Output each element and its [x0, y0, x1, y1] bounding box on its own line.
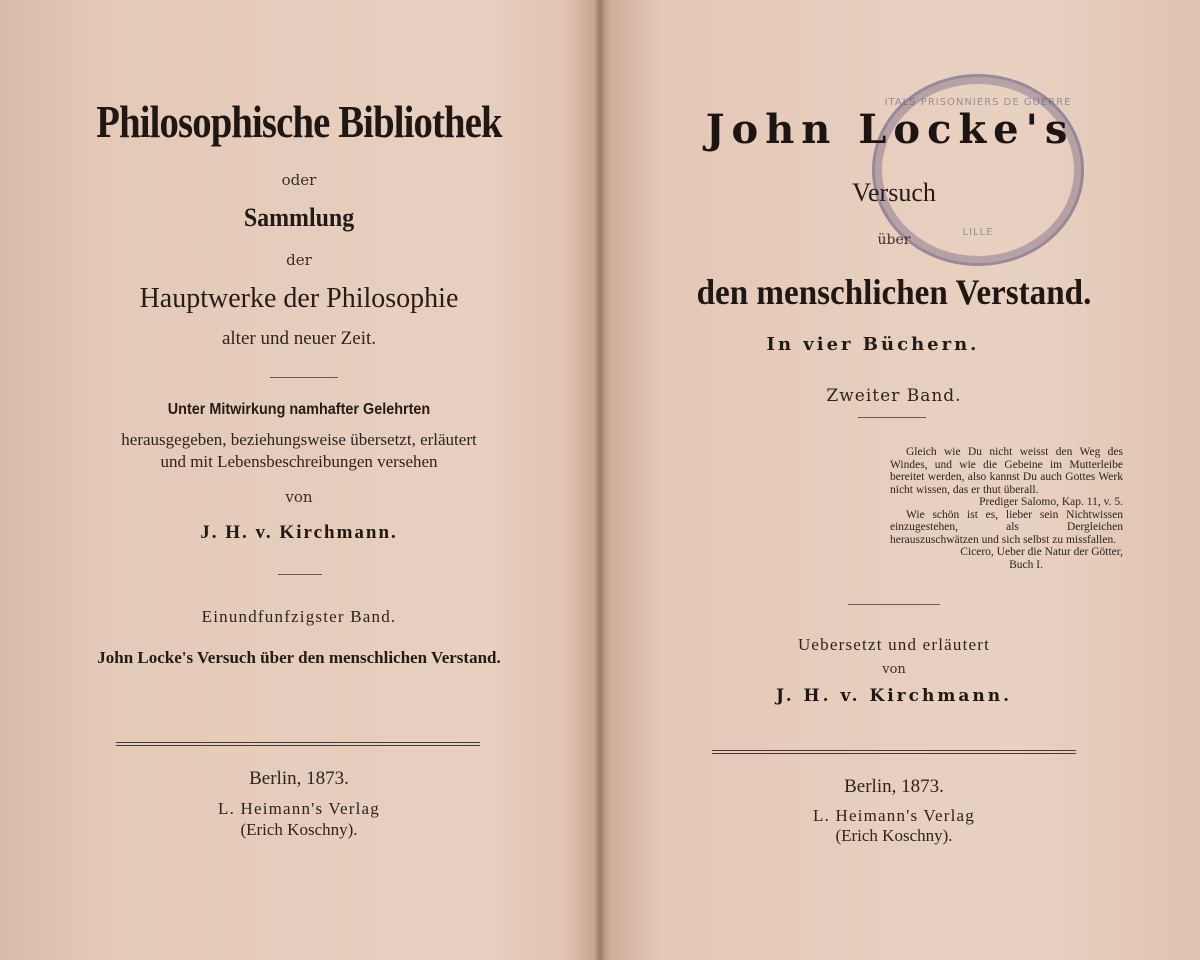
- herausgegeben-line-1: herausgegeben, beziehungsweise übersetzt, erläutert: [121, 430, 477, 449]
- right-page: [600, 0, 1200, 960]
- left-page: [0, 0, 598, 960]
- city-year: Berlin, 1873.: [249, 768, 349, 789]
- zeit-text: alter und neuer Zeit.: [221, 328, 377, 349]
- epigraph-source-2b: Buch I.: [1009, 558, 1043, 571]
- von-text: von: [285, 488, 313, 506]
- der-text: der: [286, 251, 312, 269]
- series-title: Philosophische Bibliothek: [96, 97, 502, 147]
- author-name: J. H. v. Kirchmann.: [775, 686, 1012, 706]
- subtitle-verstand: den menschlichen Verstand.: [696, 272, 1092, 312]
- hauptwerke-text: Hauptwerke der Philosophie: [139, 283, 459, 314]
- von-text: von: [882, 662, 906, 677]
- band-rule: [858, 417, 926, 418]
- epigraph-source-1: Prediger Salomo, Kap. 11, v. 5.: [979, 496, 1123, 508]
- versuch-text: Versuch: [852, 178, 936, 207]
- translated-text: Uebersetzt und erläutert: [797, 635, 991, 654]
- stamp-text-bottom: LILLE: [962, 227, 994, 238]
- author-name: J. H. v. Kirchmann.: [200, 522, 398, 543]
- herausgegeben-line-2: und mit Lebensbeschreibungen versehen: [160, 452, 438, 471]
- band-text: Zweiter Band.: [826, 386, 962, 406]
- buecher-text: In vier Büchern.: [766, 334, 980, 355]
- oder-text: oder: [281, 171, 317, 189]
- double-rule: [712, 750, 1076, 754]
- band-text: Einundfunfzigster Band.: [201, 607, 397, 626]
- epigraph: [890, 446, 1123, 571]
- ornament-rule: [270, 377, 338, 378]
- mitwirkung-text: Unter Mitwirkung namhafter Gelehrten: [167, 401, 431, 418]
- publisher-owner: (Erich Koschny).: [835, 826, 953, 845]
- short-rule: [278, 574, 322, 575]
- publisher: L. Heimann's Verlag: [813, 806, 975, 825]
- stamp-text-top: ITALS PRISONNIERS DE GUERRE: [884, 97, 1072, 108]
- epigraph-rule: [848, 604, 940, 605]
- book-title: John Locke's: [705, 106, 1075, 153]
- city-year: Berlin, 1873.: [844, 776, 944, 797]
- ueber-text: über: [877, 232, 911, 248]
- werk-text: John Locke's Versuch über den menschlichen Verstand.: [97, 648, 501, 667]
- publisher: L. Heimann's Verlag: [218, 799, 380, 818]
- sammlung-text: Sammlung: [243, 203, 355, 232]
- epigraph-quote-2: Wie schön ist es, lieber sein Nichtwissen einzugestehen, als Dergleichen herauszuschwätzen und sich selbst zu missfallen.: [890, 508, 1123, 546]
- double-rule: [116, 742, 480, 746]
- epigraph-source-2: Cicero, Ueber die Natur der Götter,: [960, 546, 1123, 558]
- epigraph-quote-1: Gleich wie Du nicht weisst den Weg des Windes, und wie die Gebeine im Mutterleibe bereitet werden, also kannst Du auch Gottes Werk nicht wissen, das er thut überall.: [890, 446, 1123, 496]
- publisher-owner: (Erich Koschny).: [240, 820, 358, 839]
